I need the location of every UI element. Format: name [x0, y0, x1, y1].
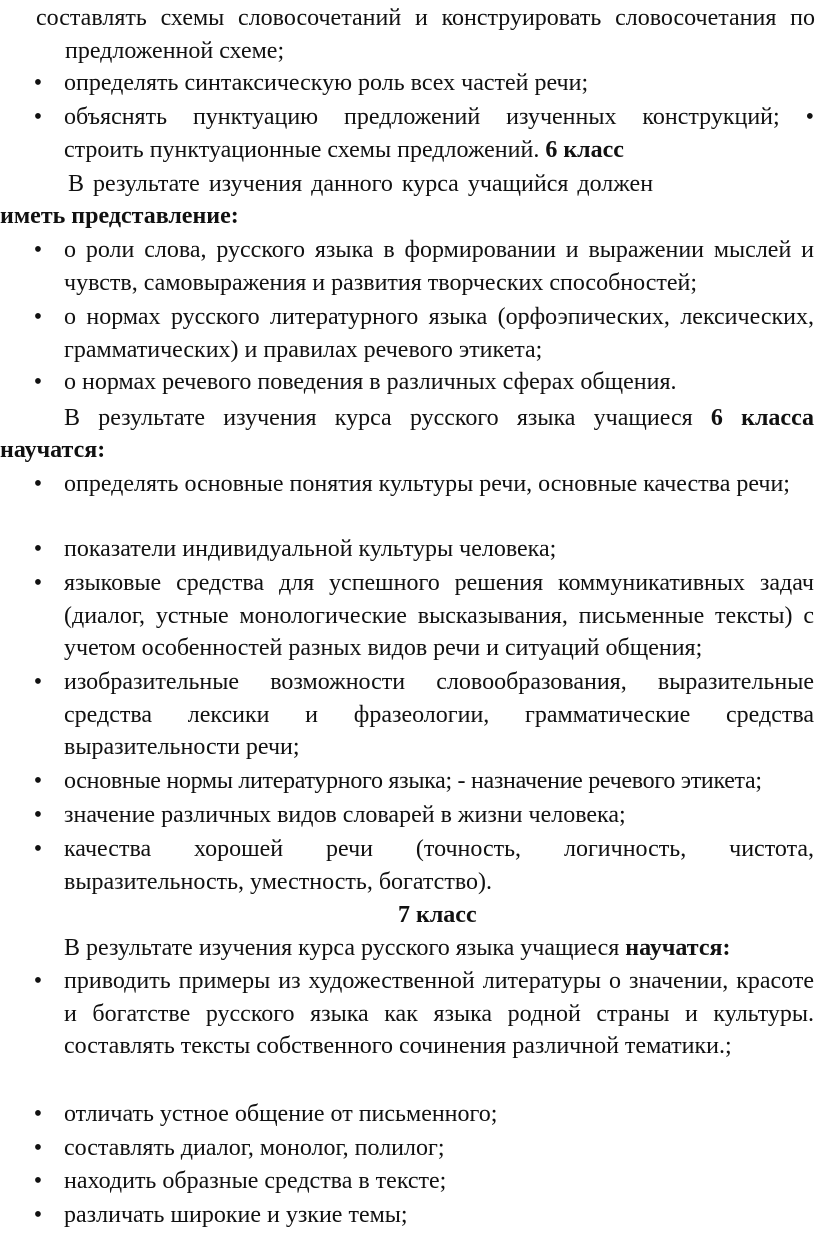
bold-phrase: научатся:	[0, 437, 106, 463]
list-item	[0, 965, 816, 1063]
list-item-text: языковые средства для успешного решения коммуникативных задач (диалог, устные монологические высказывания, письменные тексты) с учетом особенностей разных видов речи и ситуаций общения;	[64, 570, 814, 661]
list-item	[0, 366, 816, 399]
paragraph-bold-line	[0, 200, 816, 233]
list-item-text: определять основные понятия культуры речи, основные качества речи;	[64, 471, 790, 497]
paragraph	[0, 932, 816, 965]
list-item	[0, 799, 816, 832]
bullet-glyph: •	[33, 1202, 43, 1228]
list-item	[0, 666, 816, 764]
bullet-glyph: •	[33, 70, 43, 96]
list-item	[0, 1098, 816, 1131]
list-item-text: различать широкие и узкие темы;	[64, 1202, 408, 1228]
section-heading-6: 6 класс	[545, 137, 624, 163]
list-item-continued	[0, 2, 816, 67]
bullet-glyph: •	[33, 104, 43, 130]
paragraph-text: В результате изучения курса русского языка учащиеся	[64, 935, 626, 961]
bullet-glyph: •	[33, 802, 43, 828]
section-heading-7: 7 класс	[398, 902, 477, 928]
bullet-glyph: •	[33, 237, 43, 263]
bullet-glyph: •	[33, 1101, 43, 1127]
list-item	[0, 1199, 816, 1232]
bullet-glyph: •	[33, 836, 43, 862]
list-item	[0, 1132, 816, 1165]
list-item-text: приводить примеры из художественной литературы о значении, красоте и богатстве русского языка как языка родной страны и культуры. составлять тексты собственного сочинения различной тематики.;	[64, 968, 814, 1059]
paragraph-text: В результате изучения данного курса учащийся должен	[68, 171, 654, 197]
list-item-text: показатели индивидуальной культуры человека;	[64, 536, 557, 562]
list-item-text: определять синтаксическую роль всех частей речи;	[64, 70, 589, 96]
bold-phrase: иметь представление:	[0, 203, 239, 229]
bullet-glyph: •	[33, 768, 43, 794]
section-heading	[0, 899, 816, 932]
bullet-glyph: •	[33, 304, 43, 330]
list-item	[0, 234, 816, 299]
list-item-text: составлять диалог, монолог, полилог;	[64, 1135, 445, 1161]
bold-phrase: научатся:	[625, 935, 731, 961]
list-item-text: о нормах речевого поведения в различных сферах общения.	[64, 369, 677, 395]
list-item-text: значение различных видов словарей в жизни человека;	[64, 802, 626, 828]
list-item-text: о роли слова, русского языка в формировании и выражении мыслей и чувств, самовыражения и развития творческих способностей;	[64, 237, 814, 296]
paragraph	[0, 402, 816, 435]
list-item	[0, 67, 816, 100]
list-item-text: отличать устное общение от письменного;	[64, 1101, 498, 1127]
list-item	[0, 468, 816, 501]
bullet-glyph: •	[33, 1168, 43, 1194]
bullet-glyph: •	[33, 968, 43, 994]
bullet-glyph: •	[33, 536, 43, 562]
list-item-continued	[0, 134, 816, 167]
paragraph-bold-line	[0, 434, 816, 467]
list-item	[0, 301, 816, 366]
bullet-glyph: •	[33, 471, 43, 497]
list-item-text: строить пунктуационные схемы предложений.	[64, 137, 546, 163]
list-item	[0, 533, 816, 566]
list-item-text: о нормах русского литературного языка (орфоэпических, лексических, грамматических) и правилах речевого этикета;	[64, 304, 814, 363]
bullet-glyph: •	[33, 369, 43, 395]
bold-phrase: 6 класса	[710, 405, 815, 431]
list-item-text: изобразительные возможности словообразования, выразительные средства лексики и фразеологии, грамматические средства выразительности речи;	[64, 669, 814, 760]
list-item-text: объяснять пунктуацию предложений изученных конструкций; •	[64, 104, 814, 130]
paragraph-text: В результате изучения курса русского языка учащиеся	[64, 405, 711, 431]
paragraph	[0, 168, 816, 201]
list-item	[0, 1165, 816, 1198]
list-item-text: качества хорошей речи (точность, логичность, чистота, выразительность, уместность, богатство).	[64, 836, 814, 895]
list-item-text: основные нормы литературного языка; - назначение речевого этикета;	[64, 768, 762, 794]
list-item	[0, 101, 816, 134]
list-item-text: составлять схемы словосочетаний и конструировать словосочетания по предложенной схеме;	[36, 5, 815, 64]
list-item	[0, 765, 816, 798]
list-item	[0, 567, 816, 665]
list-item	[0, 833, 816, 898]
bullet-glyph: •	[33, 1135, 43, 1161]
bullet-glyph: •	[33, 669, 43, 695]
bullet-glyph: •	[33, 570, 43, 596]
list-item-text: находить образные средства в тексте;	[64, 1168, 447, 1194]
